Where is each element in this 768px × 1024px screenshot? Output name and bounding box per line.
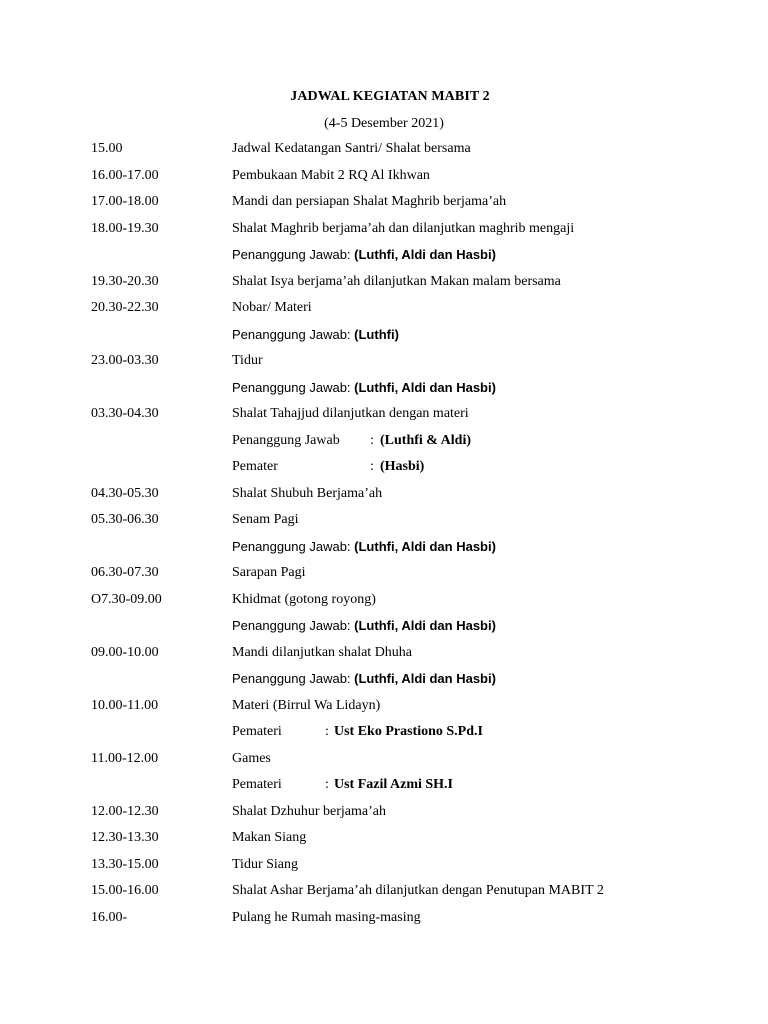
- schedule-row: [0, 405, 768, 432]
- schedule-row: [0, 723, 768, 750]
- schedule-activity: Shalat Isya berjama’ah dilanjutkan Makan malam bersama: [232, 273, 561, 289]
- schedule-row: [0, 458, 768, 485]
- role-separator: :: [325, 724, 329, 739]
- person-in-charge-label: Penanggung Jawab:: [232, 618, 355, 633]
- schedule-time: O7.30-09.00: [91, 591, 162, 607]
- person-in-charge-names: (Luthfi): [354, 326, 399, 342]
- person-in-charge: [232, 326, 399, 345]
- schedule-activity: Shalat Dzhuhur berjama’ah: [232, 803, 386, 819]
- schedule-row: [0, 882, 768, 909]
- person-in-charge: [232, 246, 496, 265]
- schedule-activity: Makan Siang: [232, 830, 307, 845]
- role-label: Pemateri: [232, 724, 282, 739]
- schedule-time: 12.00-12.30: [91, 803, 159, 819]
- schedule-time: 20.30-22.30: [91, 300, 159, 315]
- role-separator: :: [370, 432, 374, 448]
- schedule-list: [0, 140, 768, 935]
- schedule-activity: Shalat Ashar Berjama’ah dilanjutkan dengan Penutupan MABIT 2: [232, 883, 604, 898]
- person-in-charge-label: Penanggung Jawab:: [232, 247, 355, 262]
- schedule-time: 11.00-12.00: [91, 750, 159, 766]
- schedule-time: 19.30-20.30: [91, 273, 159, 289]
- person-in-charge: [232, 617, 496, 636]
- schedule-activity: Shalat Maghrib berjama’ah dan dilanjutkan maghrib mengaji: [232, 220, 575, 236]
- schedule-activity: Tidur Siang: [232, 856, 299, 872]
- role-value: Ust Fazil Azmi SH.I: [334, 777, 453, 792]
- schedule-activity: Nobar/ Materi: [232, 300, 312, 315]
- schedule-time: 23.00-03.30: [91, 353, 159, 368]
- schedule-activity: Senam Pagi: [232, 512, 299, 527]
- schedule-time: 12.30-13.30: [91, 830, 159, 845]
- schedule-row: [0, 485, 768, 512]
- schedule-row: [0, 167, 768, 194]
- schedule-activity: Shalat Tahajjud dilanjutkan dengan materi: [232, 406, 469, 421]
- schedule-row: [0, 909, 768, 936]
- schedule-activity: Materi (Birrul Wa Lidayn): [232, 697, 381, 713]
- schedule-row: [0, 352, 768, 379]
- schedule-activity: Mandi dilanjutkan shalat Dhuha: [232, 644, 413, 660]
- person-in-charge-names: (Luthfi, Aldi dan Hasbi): [354, 538, 496, 554]
- schedule-row: [0, 379, 768, 406]
- schedule-activity: Pulang he Rumah masing-masing: [232, 909, 421, 925]
- schedule-row: [0, 564, 768, 591]
- person-in-charge: [232, 379, 496, 398]
- person-in-charge-label: Penanggung Jawab:: [232, 671, 355, 686]
- schedule-time: 17.00-18.00: [91, 194, 159, 209]
- role-label: Pemater: [232, 459, 278, 474]
- schedule-time: 16.00-17.00: [91, 167, 159, 183]
- document-title: JADWAL KEGIATAN MABIT 2: [290, 89, 490, 104]
- schedule-row: [0, 750, 768, 777]
- schedule-row: [0, 644, 768, 671]
- schedule-time: 05.30-06.30: [91, 512, 159, 527]
- schedule-activity: Shalat Shubuh Berjama’ah: [232, 485, 383, 501]
- role-value: Ust Eko Prastiono S.Pd.I: [334, 724, 483, 739]
- schedule-activity: Pembukaan Mabit 2 RQ Al Ikhwan: [232, 167, 430, 183]
- schedule-row: [0, 697, 768, 724]
- person-in-charge: [232, 670, 496, 689]
- schedule-row: [0, 776, 768, 803]
- schedule-row: [0, 538, 768, 565]
- person-in-charge-names: (Luthfi, Aldi dan Hasbi): [354, 618, 496, 633]
- schedule-row: [0, 511, 768, 538]
- role-separator: :: [325, 777, 329, 792]
- schedule-row: [0, 803, 768, 830]
- person-in-charge-label: Penanggung Jawab:: [232, 538, 355, 554]
- schedule-time: 06.30-07.30: [91, 565, 159, 580]
- person-in-charge-label: Penanggung Jawab:: [232, 379, 355, 395]
- role-label: Penanggung Jawab: [232, 432, 340, 448]
- schedule-row: [0, 220, 768, 247]
- schedule-time: 04.30-05.30: [91, 485, 159, 501]
- schedule-time: 13.30-15.00: [91, 856, 159, 872]
- person-in-charge-names: (Luthfi, Aldi dan Hasbi): [354, 671, 496, 686]
- schedule-activity: Sarapan Pagi: [232, 565, 306, 580]
- schedule-activity: Tidur: [232, 353, 263, 368]
- person-in-charge: [232, 538, 496, 557]
- schedule-row: [0, 829, 768, 856]
- schedule-row: [0, 299, 768, 326]
- schedule-row: [0, 856, 768, 883]
- schedule-time: 15.00: [91, 141, 123, 156]
- schedule-row: [0, 246, 768, 273]
- schedule-row: [0, 617, 768, 644]
- schedule-row: [0, 273, 768, 300]
- schedule-activity: Games: [232, 750, 271, 766]
- schedule-row: [0, 140, 768, 167]
- person-in-charge-label: Penanggung Jawab:: [232, 326, 355, 342]
- role-value: (Luthfi & Aldi): [380, 432, 472, 448]
- schedule-time: 10.00-11.00: [91, 697, 159, 713]
- role-value: (Hasbi): [380, 459, 425, 474]
- schedule-row: [0, 591, 768, 618]
- schedule-activity: Khidmat (gotong royong): [232, 591, 376, 607]
- schedule-time: 03.30-04.30: [91, 406, 159, 421]
- schedule-time: 18.00-19.30: [91, 220, 159, 236]
- schedule-time: 16.00-: [91, 909, 128, 925]
- schedule-activity: Jadwal Kedatangan Santri/ Shalat bersama: [232, 141, 471, 156]
- person-in-charge-names: (Luthfi, Aldi dan Hasbi): [354, 379, 496, 395]
- document-subtitle: (4-5 Desember 2021): [324, 116, 444, 131]
- schedule-row: [0, 193, 768, 220]
- role-separator: :: [370, 459, 374, 474]
- schedule-row: [0, 326, 768, 353]
- schedule-row: [0, 432, 768, 459]
- person-in-charge-names: (Luthfi, Aldi dan Hasbi): [354, 247, 496, 262]
- schedule-time: 15.00-16.00: [91, 883, 159, 898]
- schedule-row: [0, 670, 768, 697]
- schedule-time: 09.00-10.00: [91, 644, 159, 660]
- role-label: Pemateri: [232, 777, 282, 792]
- schedule-activity: Mandi dan persiapan Shalat Maghrib berjama’ah: [232, 194, 507, 209]
